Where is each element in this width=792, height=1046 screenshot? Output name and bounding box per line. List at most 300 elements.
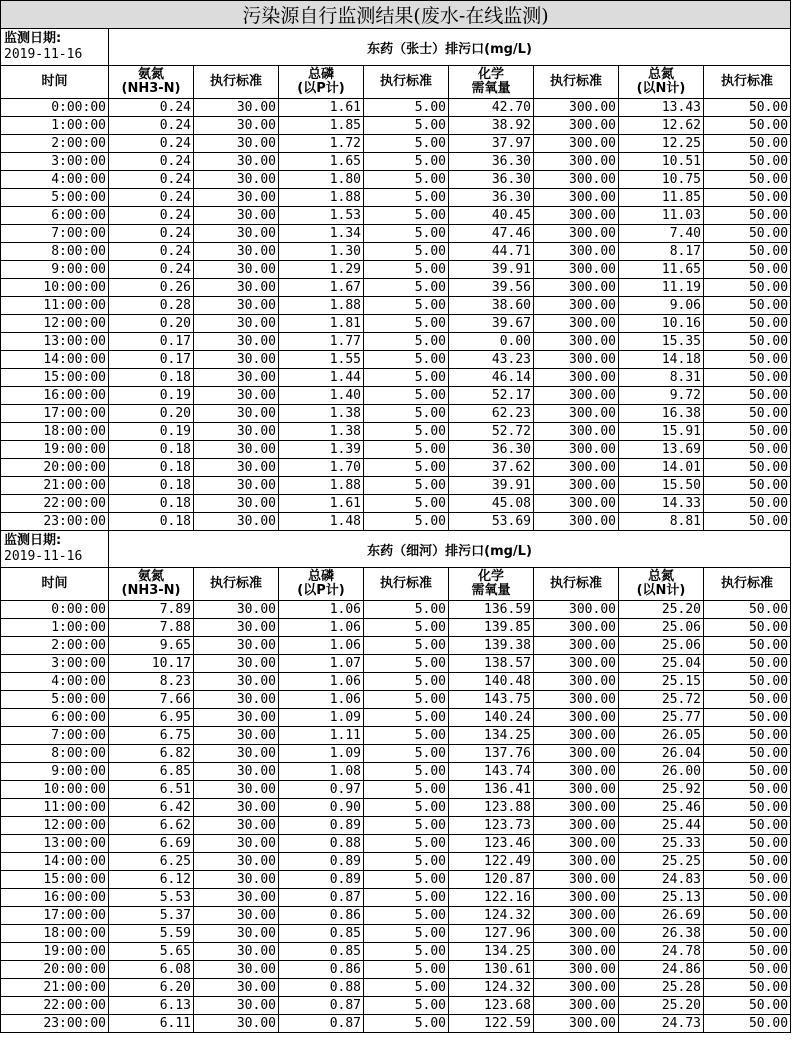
value-cell: 25.20 [619, 997, 704, 1015]
value-cell: 134.25 [449, 943, 534, 961]
value-cell: 300.00 [534, 835, 619, 853]
value-cell: 300.00 [534, 117, 619, 135]
value-cell: 50.00 [704, 369, 791, 387]
value-cell: 0.18 [109, 513, 194, 531]
time-cell: 23:00:00 [1, 513, 109, 531]
value-cell: 300.00 [534, 979, 619, 997]
column-header [364, 66, 449, 99]
value-cell: 5.00 [364, 279, 449, 297]
table-row [1, 961, 791, 979]
value-cell: 5.00 [364, 441, 449, 459]
value-cell: 30.00 [194, 405, 279, 423]
value-cell: 139.38 [449, 637, 534, 655]
table-row [1, 943, 791, 961]
value-cell: 138.57 [449, 655, 534, 673]
value-cell: 30.00 [194, 459, 279, 477]
time-cell: 16:00:00 [1, 387, 109, 405]
value-cell: 1.08 [279, 763, 364, 781]
value-cell: 50.00 [704, 297, 791, 315]
value-cell: 5.00 [364, 763, 449, 781]
value-cell: 30.00 [194, 351, 279, 369]
value-cell: 0.24 [109, 117, 194, 135]
value-cell: 36.30 [449, 171, 534, 189]
table-row [1, 763, 791, 781]
value-cell: 13.43 [619, 99, 704, 117]
value-cell: 0.87 [279, 889, 364, 907]
time-cell: 11:00:00 [1, 799, 109, 817]
value-cell: 127.96 [449, 925, 534, 943]
value-cell: 30.00 [194, 225, 279, 243]
table-row [1, 709, 791, 727]
value-cell: 0.85 [279, 943, 364, 961]
time-cell: 7:00:00 [1, 225, 109, 243]
value-cell: 300.00 [534, 243, 619, 261]
value-cell: 50.00 [704, 943, 791, 961]
value-cell: 50.00 [704, 601, 791, 619]
value-cell: 5.00 [364, 781, 449, 799]
value-cell: 50.00 [704, 907, 791, 925]
value-cell: 0.24 [109, 135, 194, 153]
time-cell: 4:00:00 [1, 171, 109, 189]
value-cell: 15.91 [619, 423, 704, 441]
value-cell: 16.38 [619, 405, 704, 423]
value-cell: 5.00 [364, 601, 449, 619]
value-cell: 7.89 [109, 601, 194, 619]
value-cell: 300.00 [534, 619, 619, 637]
value-cell: 5.00 [364, 135, 449, 153]
value-cell: 5.00 [364, 351, 449, 369]
value-cell: 30.00 [194, 997, 279, 1015]
value-cell: 5.00 [364, 835, 449, 853]
table-row [1, 261, 791, 279]
value-cell: 300.00 [534, 261, 619, 279]
value-cell: 300.00 [534, 477, 619, 495]
value-cell: 300.00 [534, 727, 619, 745]
value-cell: 0.87 [279, 997, 364, 1015]
value-cell: 15.50 [619, 477, 704, 495]
value-cell: 50.00 [704, 333, 791, 351]
value-cell: 9.65 [109, 637, 194, 655]
time-cell: 4:00:00 [1, 673, 109, 691]
value-cell: 300.00 [534, 387, 619, 405]
value-cell: 37.62 [449, 459, 534, 477]
value-cell: 5.00 [364, 153, 449, 171]
value-cell: 1.06 [279, 691, 364, 709]
value-cell: 52.72 [449, 423, 534, 441]
value-cell: 5.00 [364, 117, 449, 135]
value-cell: 300.00 [534, 943, 619, 961]
value-cell: 0.89 [279, 817, 364, 835]
value-cell: 123.73 [449, 817, 534, 835]
value-cell: 0.24 [109, 99, 194, 117]
value-cell: 50.00 [704, 1015, 791, 1033]
time-cell: 6:00:00 [1, 709, 109, 727]
value-cell: 50.00 [704, 925, 791, 943]
table-row [1, 153, 791, 171]
time-cell: 2:00:00 [1, 637, 109, 655]
value-cell: 0.18 [109, 441, 194, 459]
value-cell: 5.00 [364, 925, 449, 943]
value-cell: 0.18 [109, 495, 194, 513]
value-cell: 37.97 [449, 135, 534, 153]
value-cell: 300.00 [534, 99, 619, 117]
value-cell: 5.00 [364, 225, 449, 243]
value-cell: 24.78 [619, 943, 704, 961]
column-header [109, 568, 194, 601]
table-row [1, 871, 791, 889]
time-cell: 18:00:00 [1, 423, 109, 441]
value-cell: 5.00 [364, 333, 449, 351]
value-cell: 300.00 [534, 637, 619, 655]
value-cell: 300.00 [534, 997, 619, 1015]
value-cell: 25.92 [619, 781, 704, 799]
value-cell: 300.00 [534, 673, 619, 691]
value-cell: 40.45 [449, 207, 534, 225]
value-cell: 50.00 [704, 423, 791, 441]
value-cell: 30.00 [194, 907, 279, 925]
value-cell: 1.85 [279, 117, 364, 135]
table-row [1, 655, 791, 673]
column-header [704, 66, 791, 99]
value-cell: 50.00 [704, 871, 791, 889]
outlet-name: 东药（细河）排污口(mg/L) [109, 531, 791, 568]
monitoring-date [1, 531, 109, 568]
value-cell: 0.88 [279, 979, 364, 997]
time-cell: 13:00:00 [1, 835, 109, 853]
value-cell: 7.88 [109, 619, 194, 637]
time-cell: 19:00:00 [1, 943, 109, 961]
value-cell: 26.38 [619, 925, 704, 943]
value-cell: 1.09 [279, 745, 364, 763]
value-cell: 300.00 [534, 405, 619, 423]
value-cell: 300.00 [534, 601, 619, 619]
value-cell: 6.95 [109, 709, 194, 727]
value-cell: 50.00 [704, 405, 791, 423]
column-header-label: 总氮 (以N计) [636, 67, 686, 96]
value-cell: 140.48 [449, 673, 534, 691]
column-header-label: 氨氮 (NH3-N) [121, 67, 181, 96]
value-cell: 143.74 [449, 763, 534, 781]
value-cell: 0.18 [109, 477, 194, 495]
value-cell: 134.25 [449, 727, 534, 745]
value-cell: 30.00 [194, 315, 279, 333]
column-header [1, 66, 109, 99]
column-header [449, 568, 534, 601]
value-cell: 5.00 [364, 673, 449, 691]
value-cell: 5.00 [364, 979, 449, 997]
time-cell: 14:00:00 [1, 853, 109, 871]
table-row [1, 351, 791, 369]
value-cell: 30.00 [194, 601, 279, 619]
value-cell: 300.00 [534, 889, 619, 907]
time-cell: 12:00:00 [1, 817, 109, 835]
column-header-label: 执行标准 [549, 576, 602, 591]
value-cell: 50.00 [704, 279, 791, 297]
value-cell: 14.33 [619, 495, 704, 513]
time-cell: 21:00:00 [1, 477, 109, 495]
value-cell: 11.85 [619, 189, 704, 207]
value-cell: 300.00 [534, 745, 619, 763]
value-cell: 5.37 [109, 907, 194, 925]
column-header-label: 执行标准 [209, 576, 262, 591]
value-cell: 1.30 [279, 243, 364, 261]
value-cell: 300.00 [534, 135, 619, 153]
value-cell: 47.46 [449, 225, 534, 243]
value-cell: 1.48 [279, 513, 364, 531]
column-header [364, 568, 449, 601]
value-cell: 300.00 [534, 225, 619, 243]
table-row [1, 189, 791, 207]
value-cell: 5.00 [364, 853, 449, 871]
column-header-row [1, 66, 791, 99]
value-cell: 0.90 [279, 799, 364, 817]
column-header [619, 568, 704, 601]
column-header [449, 66, 534, 99]
value-cell: 30.00 [194, 423, 279, 441]
value-cell: 5.00 [364, 691, 449, 709]
value-cell: 50.00 [704, 225, 791, 243]
value-cell: 14.18 [619, 351, 704, 369]
value-cell: 0.19 [109, 387, 194, 405]
value-cell: 120.87 [449, 871, 534, 889]
value-cell: 50.00 [704, 799, 791, 817]
value-cell: 5.00 [364, 495, 449, 513]
value-cell: 14.01 [619, 459, 704, 477]
value-cell: 39.91 [449, 477, 534, 495]
value-cell: 13.69 [619, 441, 704, 459]
value-cell: 300.00 [534, 853, 619, 871]
value-cell: 6.85 [109, 763, 194, 781]
value-cell: 30.00 [194, 727, 279, 745]
time-cell: 19:00:00 [1, 441, 109, 459]
value-cell: 26.04 [619, 745, 704, 763]
value-cell: 6.51 [109, 781, 194, 799]
monitoring-date [1, 29, 109, 66]
table-row [1, 853, 791, 871]
date-label: 监测日期: [4, 533, 62, 548]
table-row [1, 477, 791, 495]
value-cell: 1.77 [279, 333, 364, 351]
column-header-label: 化学 需氧量 [471, 569, 511, 598]
value-cell: 30.00 [194, 745, 279, 763]
value-cell: 30.00 [194, 889, 279, 907]
time-cell: 15:00:00 [1, 369, 109, 387]
value-cell: 24.86 [619, 961, 704, 979]
time-cell: 3:00:00 [1, 153, 109, 171]
time-cell: 11:00:00 [1, 297, 109, 315]
value-cell: 52.17 [449, 387, 534, 405]
value-cell: 1.34 [279, 225, 364, 243]
value-cell: 30.00 [194, 637, 279, 655]
value-cell: 0.88 [279, 835, 364, 853]
column-header-label: 时间 [41, 74, 68, 89]
value-cell: 1.67 [279, 279, 364, 297]
value-cell: 5.00 [364, 907, 449, 925]
value-cell: 6.08 [109, 961, 194, 979]
value-cell: 6.12 [109, 871, 194, 889]
time-cell: 23:00:00 [1, 1015, 109, 1033]
column-header-label: 化学 需氧量 [471, 67, 511, 96]
time-cell: 9:00:00 [1, 763, 109, 781]
value-cell: 0.19 [109, 423, 194, 441]
column-header-label: 执行标准 [721, 74, 774, 89]
time-cell: 20:00:00 [1, 459, 109, 477]
value-cell: 30.00 [194, 207, 279, 225]
value-cell: 25.20 [619, 601, 704, 619]
value-cell: 300.00 [534, 1015, 619, 1033]
section-heading-row [1, 531, 791, 568]
value-cell: 1.72 [279, 135, 364, 153]
value-cell: 30.00 [194, 619, 279, 637]
column-header [194, 568, 279, 601]
value-cell: 30.00 [194, 333, 279, 351]
value-cell: 25.72 [619, 691, 704, 709]
value-cell: 5.59 [109, 925, 194, 943]
table-row [1, 117, 791, 135]
value-cell: 30.00 [194, 781, 279, 799]
value-cell: 30.00 [194, 943, 279, 961]
value-cell: 25.15 [619, 673, 704, 691]
value-cell: 25.44 [619, 817, 704, 835]
column-header [109, 66, 194, 99]
value-cell: 1.39 [279, 441, 364, 459]
table-row [1, 637, 791, 655]
value-cell: 124.32 [449, 979, 534, 997]
value-cell: 36.30 [449, 189, 534, 207]
table-row [1, 423, 791, 441]
value-cell: 1.38 [279, 405, 364, 423]
time-cell: 15:00:00 [1, 871, 109, 889]
table-row [1, 727, 791, 745]
time-cell: 10:00:00 [1, 279, 109, 297]
table-row [1, 1015, 791, 1033]
value-cell: 12.62 [619, 117, 704, 135]
time-cell: 1:00:00 [1, 619, 109, 637]
value-cell: 30.00 [194, 709, 279, 727]
value-cell: 30.00 [194, 835, 279, 853]
value-cell: 5.00 [364, 189, 449, 207]
value-cell: 122.49 [449, 853, 534, 871]
value-cell: 1.06 [279, 619, 364, 637]
value-cell: 5.00 [364, 297, 449, 315]
value-cell: 0.17 [109, 351, 194, 369]
value-cell: 50.00 [704, 117, 791, 135]
section-heading-row [1, 29, 791, 66]
value-cell: 5.00 [364, 387, 449, 405]
value-cell: 30.00 [194, 495, 279, 513]
value-cell: 26.00 [619, 763, 704, 781]
value-cell: 6.13 [109, 997, 194, 1015]
value-cell: 7.66 [109, 691, 194, 709]
table-row [1, 279, 791, 297]
value-cell: 50.00 [704, 261, 791, 279]
value-cell: 0.24 [109, 153, 194, 171]
value-cell: 0.87 [279, 1015, 364, 1033]
table-row [1, 601, 791, 619]
table-row [1, 297, 791, 315]
table-row [1, 799, 791, 817]
value-cell: 5.65 [109, 943, 194, 961]
table-row [1, 225, 791, 243]
value-cell: 1.65 [279, 153, 364, 171]
value-cell: 1.61 [279, 495, 364, 513]
table-row [1, 889, 791, 907]
value-cell: 30.00 [194, 189, 279, 207]
value-cell: 30.00 [194, 513, 279, 531]
value-cell: 300.00 [534, 513, 619, 531]
value-cell: 300.00 [534, 369, 619, 387]
value-cell: 5.00 [364, 817, 449, 835]
value-cell: 30.00 [194, 369, 279, 387]
value-cell: 6.42 [109, 799, 194, 817]
value-cell: 6.62 [109, 817, 194, 835]
value-cell: 1.38 [279, 423, 364, 441]
table-row [1, 691, 791, 709]
value-cell: 1.06 [279, 601, 364, 619]
value-cell: 5.00 [364, 477, 449, 495]
value-cell: 45.08 [449, 495, 534, 513]
value-cell: 0.24 [109, 171, 194, 189]
table-row [1, 207, 791, 225]
value-cell: 1.11 [279, 727, 364, 745]
value-cell: 300.00 [534, 207, 619, 225]
value-cell: 1.29 [279, 261, 364, 279]
value-cell: 30.00 [194, 441, 279, 459]
value-cell: 300.00 [534, 297, 619, 315]
value-cell: 30.00 [194, 691, 279, 709]
value-cell: 140.24 [449, 709, 534, 727]
value-cell: 122.59 [449, 1015, 534, 1033]
value-cell: 39.56 [449, 279, 534, 297]
value-cell: 0.85 [279, 925, 364, 943]
column-header-row [1, 568, 791, 601]
value-cell: 300.00 [534, 799, 619, 817]
value-cell: 1.88 [279, 297, 364, 315]
time-cell: 8:00:00 [1, 745, 109, 763]
time-cell: 21:00:00 [1, 979, 109, 997]
value-cell: 50.00 [704, 637, 791, 655]
value-cell: 50.00 [704, 171, 791, 189]
time-cell: 22:00:00 [1, 495, 109, 513]
time-cell: 2:00:00 [1, 135, 109, 153]
time-cell: 10:00:00 [1, 781, 109, 799]
time-cell: 3:00:00 [1, 655, 109, 673]
column-header-label: 执行标准 [379, 576, 432, 591]
value-cell: 30.00 [194, 673, 279, 691]
value-cell: 0.00 [449, 333, 534, 351]
time-cell: 20:00:00 [1, 961, 109, 979]
table-row [1, 835, 791, 853]
value-cell: 25.04 [619, 655, 704, 673]
value-cell: 50.00 [704, 655, 791, 673]
value-cell: 26.69 [619, 907, 704, 925]
value-cell: 5.00 [364, 243, 449, 261]
value-cell: 50.00 [704, 459, 791, 477]
value-cell: 300.00 [534, 961, 619, 979]
value-cell: 50.00 [704, 387, 791, 405]
value-cell: 7.40 [619, 225, 704, 243]
value-cell: 12.25 [619, 135, 704, 153]
value-cell: 300.00 [534, 655, 619, 673]
time-cell: 22:00:00 [1, 997, 109, 1015]
value-cell: 50.00 [704, 709, 791, 727]
value-cell: 139.85 [449, 619, 534, 637]
column-header-label: 执行标准 [549, 74, 602, 89]
value-cell: 50.00 [704, 315, 791, 333]
value-cell: 300.00 [534, 423, 619, 441]
value-cell: 11.19 [619, 279, 704, 297]
value-cell: 10.51 [619, 153, 704, 171]
